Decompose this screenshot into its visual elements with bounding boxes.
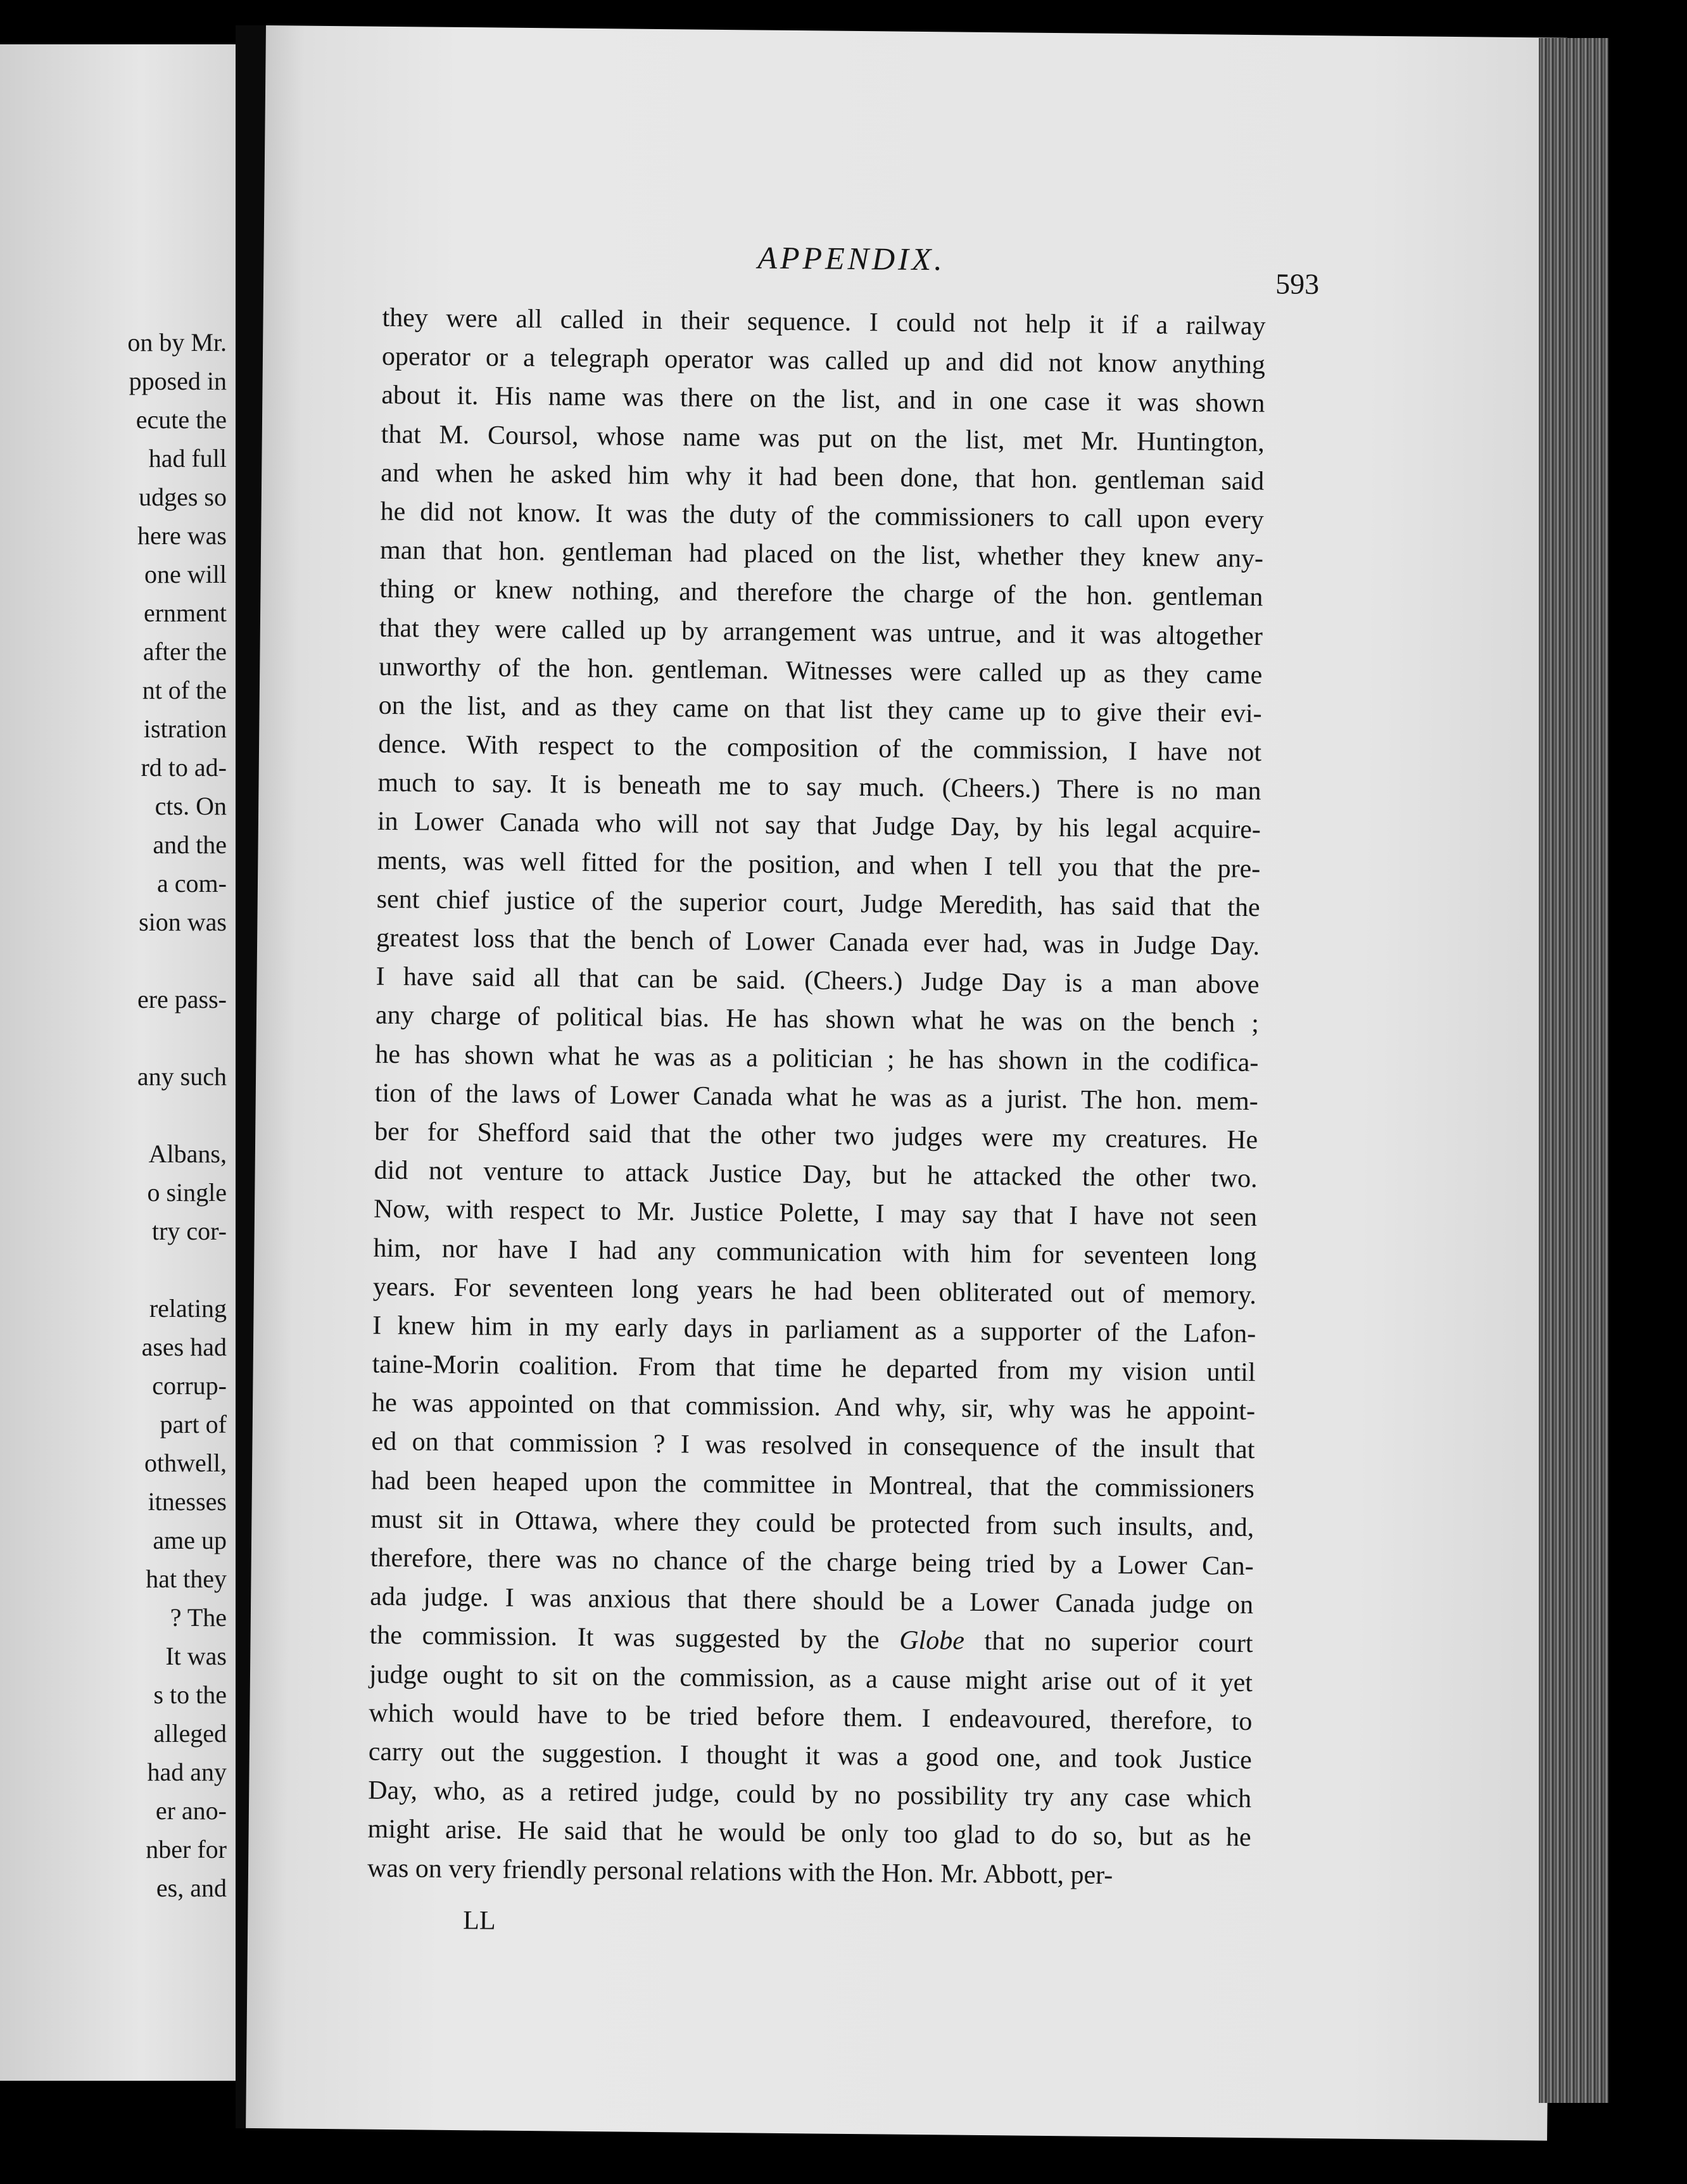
left-text-line: on by Mr. (127, 328, 227, 357)
body-text-line: he has shown what he was as a politician ; he has shown in the codifica- (375, 1039, 1259, 1077)
body-text-line: they were all called in their sequence. I could not help it if a railway (382, 303, 1266, 341)
left-text-line: s to the (153, 1680, 227, 1709)
body-text-line: I knew him in my early days in parliament as a supporter of the Lafon- (372, 1311, 1256, 1349)
body-text-line: the commission. It was suggested by the Globe that no superior court (369, 1621, 1253, 1659)
left-text-line: had any (147, 1758, 227, 1786)
body-text (367, 299, 1266, 1896)
body-text-line: Day, who, as a retired judge, could by no possibility try any case which (368, 1775, 1252, 1814)
left-text-line: one will (144, 560, 227, 588)
left-text-line: sion was (139, 908, 227, 936)
left-text-line: had full (148, 444, 227, 473)
body-text-line: greatest loss that the bench of Lower Canada ever had, was in Judge Day. (376, 923, 1260, 962)
body-text-line: ber for Shefford said that the other two judges were my creatures. He (374, 1117, 1258, 1155)
body-text-line: ed on that commission ? I was resolved in consequence of the insult that (371, 1427, 1255, 1465)
left-text-line: ere pass- (137, 985, 227, 1013)
body-text-line: carry out the suggestion. I thought it was a good one, and took Justice (368, 1737, 1253, 1775)
page-edges (1539, 38, 1608, 2103)
left-text-line: Albans, (148, 1140, 227, 1168)
left-text-line: relating (149, 1294, 227, 1323)
left-text-line: any such (137, 1062, 227, 1091)
body-text-line: ada judge. I was anxious that there should be a Lower Canada judge on (369, 1582, 1254, 1620)
right-page (246, 25, 1567, 2141)
body-text-line: on the list, and as they came on that list they came up to give their evi- (378, 690, 1262, 729)
left-text-line: a com- (157, 869, 227, 898)
body-text-line: that M. Coursol, whose name was put on the list, met Mr. Huntington, (381, 419, 1265, 457)
body-text-line: tion of the laws of Lower Canada what he was as a jurist. The hon. mem- (374, 1078, 1258, 1116)
left-text-line: istration (143, 714, 227, 743)
body-text-line: I have said all that can be said. (Cheers.) Judge Day is a man above (376, 962, 1260, 1000)
body-text-line: had been heaped upon the committee in Montreal, that the commissioners (370, 1466, 1255, 1504)
body-text-line: dence. With respect to the composition of the commission, I have not (377, 729, 1262, 768)
body-text-line: ments, was well fitted for the position, and when I tell you that the pre- (377, 846, 1261, 884)
signature-mark: LL (463, 1906, 496, 1936)
body-text-line: was on very friendly personal relations with the Hon. Mr. Abbott, per- (367, 1853, 1113, 1890)
body-text-line: therefore, there was no chance of the charge being tried by a Lower Can- (370, 1543, 1254, 1582)
left-text-line (127, 1019, 227, 1057)
left-text-line: and the (153, 830, 227, 859)
scan-border (1608, 0, 1687, 2184)
body-text-line: he did not know. It was the duty of the commissioners to call upon every (380, 497, 1264, 535)
body-text-line: operator or a telegraph operator was called up and did not know anything (381, 341, 1266, 380)
body-text-line: judge ought to sit on the commission, as a cause might arise out of it yet (369, 1660, 1253, 1698)
body-text-line: unworthy of the hon. gentleman. Witnesses were called up as they came (379, 652, 1263, 690)
running-head: APPENDIX. (757, 239, 946, 277)
left-text-line: pposed in (129, 367, 227, 395)
left-text-line: itnesses (148, 1487, 227, 1516)
body-text-line: must sit in Ottawa, where they could be protected from such insults, and, (370, 1504, 1254, 1542)
page-number: 593 (1275, 267, 1320, 300)
left-text-line: part of (160, 1410, 227, 1438)
body-text-line: that they were called up by arrangement was untrue, and it was altogether (379, 613, 1263, 651)
left-text-line: here was (137, 521, 227, 550)
body-text-line: about it. His name was there on the list, and in one case it was shown (381, 381, 1265, 419)
left-text-line: alleged (153, 1719, 227, 1748)
body-text-line: him, nor have I had any communication with him for seventeen long (373, 1233, 1257, 1271)
body-text-line: man that hon. gentleman had placed on the list, whether they knew any- (379, 535, 1264, 574)
left-text-line: cts. On (155, 792, 227, 820)
body-text-line: Now, with respect to Mr. Justice Polette, I may say that I have not seen (373, 1195, 1258, 1233)
body-text-line: thing or knew nothing, and therefore the charge of the hon. gentleman (379, 575, 1263, 613)
left-page (0, 44, 236, 2081)
body-text-line: in Lower Canada who will not say that Judge Day, by his legal acquire- (377, 807, 1261, 845)
left-text-line (127, 1250, 227, 1289)
body-text-line: taine-Morin coalition. From that time he departed from my vision until (372, 1349, 1256, 1388)
left-text-line: corrup- (152, 1371, 227, 1400)
left-text-line: hat they (146, 1565, 227, 1593)
left-text-line: rd to ad- (141, 753, 227, 782)
left-page-text (127, 323, 227, 1907)
body-text-line: which would have to be tried before them. I endeavoured, therefore, to (369, 1698, 1253, 1736)
left-text-line: udges so (139, 483, 227, 511)
left-text-line: nber for (146, 1835, 227, 1863)
left-text-line: try cor- (151, 1217, 227, 1245)
body-text-line: much to say. It is beneath me to say much. (Cheers.) There is no man (377, 768, 1261, 806)
left-text-line: ame up (153, 1526, 227, 1554)
left-text-line: ases had (141, 1333, 227, 1361)
body-text-line: he was appointed on that commission. And why, sir, why was he appoint- (371, 1388, 1256, 1426)
left-text-line (127, 941, 227, 980)
body-text-line: years. For seventeen long years he had been obliterated out of memory. (372, 1272, 1257, 1310)
left-text-line: nt of the (142, 676, 227, 704)
left-text-line: after the (142, 637, 227, 666)
left-text-line: ecute the (136, 405, 227, 434)
body-text-line: might arise. He said that he would be only too glad to do so, but as he (367, 1814, 1251, 1853)
left-text-line: er ano- (155, 1796, 227, 1825)
left-text-line: es, and (156, 1874, 227, 1902)
left-text-line: ernment (143, 599, 227, 627)
left-text-line (127, 1096, 227, 1134)
body-text-line: and when he asked him why it had been done, that hon. gentleman said (381, 458, 1265, 496)
left-text-line: othwell, (144, 1449, 227, 1477)
body-text-line: did not venture to attack Justice Day, but he attacked the other two. (374, 1155, 1258, 1194)
left-text-line: ? The (170, 1603, 227, 1632)
body-text-line: sent chief justice of the superior court, Judge Meredith, has said that the (376, 884, 1260, 922)
body-text-line: any charge of political bias. He has shown what he was on the bench ; (375, 1001, 1260, 1039)
left-text-line: o single (147, 1178, 227, 1207)
left-text-line: It was (165, 1642, 227, 1670)
